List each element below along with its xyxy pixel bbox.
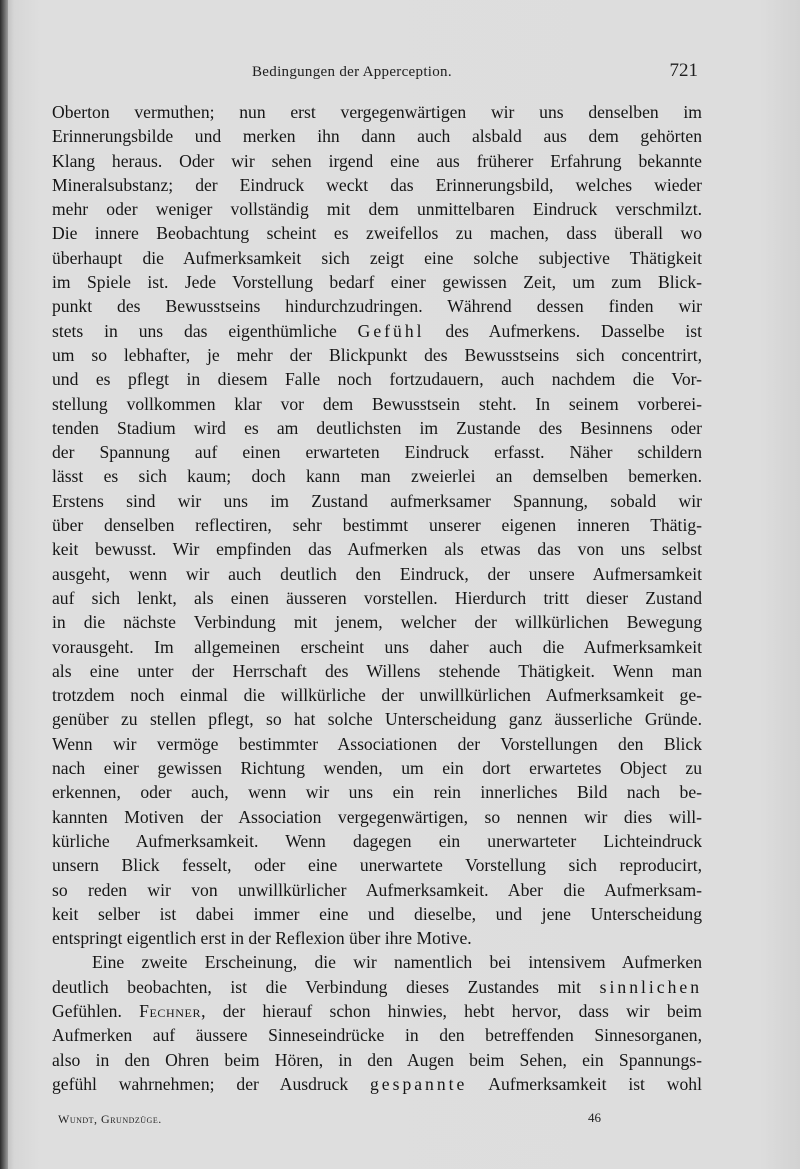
line-text-before: gefühl wahrnehmen; der Ausdruck [52, 1073, 370, 1094]
text-line: Eine zweite Erscheinung, die wir namentlich bei intensivem Aufmerken [92, 952, 702, 973]
text-line: Die innere Beobachtung scheint es zweifellos zu machen, dass überall wo [52, 223, 702, 244]
text-line: nach einer gewissen Richtung wenden, um ein dort erwartetes Object zu [52, 758, 702, 779]
text-line: kannten Motiven der Association vergegenwärtigen, so nennen wir dies will- [52, 806, 702, 827]
text-line [52, 1072, 702, 1096]
sheet-number: 46 [588, 1110, 601, 1125]
body-text [52, 100, 702, 1096]
text-line: genüber zu stellen pflegt, so hat solche Unterscheidung ganz äusserliche Gründe. [52, 709, 702, 730]
line-text-after: Aufmerksamkeit ist wohl [467, 1073, 702, 1094]
text-line: um so lebhafter, je mehr der Blickpunkt des Bewusstseins sich concentrirt, [52, 344, 702, 365]
text-line [52, 975, 702, 999]
text-line: Klang heraus. Oder wir sehen irgend eine aus früherer Erfahrung bekannte [52, 150, 702, 171]
page-header [52, 60, 702, 90]
text-line: Erinnerungsbilde und merken ihn dann auch alsbald aus dem gehörten [52, 126, 702, 147]
text-line: kürliche Aufmerksamkeit. Wenn dagegen ein unerwarteter Lichteindruck [52, 830, 702, 851]
text-line: punkt des Bewusstseins hindurchzudringen. Während dessen finden wir [52, 296, 702, 317]
text-line: also in den Ohren beim Hören, in den Augen beim Sehen, ein Spannungs- [52, 1049, 702, 1070]
emphasized-spaced-word: sinnlichen [599, 976, 702, 997]
text-line: der Spannung auf einen erwarteten Eindruck erfasst. Näher schildern [52, 442, 702, 463]
page-footer [58, 1110, 618, 1130]
text-line: über denselben reflectiren, sehr bestimmt unserer eigenen inneren Thätig- [52, 515, 702, 536]
line-text-before: stets in uns das eigenthümliche [52, 320, 358, 341]
running-title: Bedingungen der Apperception. [252, 64, 452, 80]
text-line: ausgeht, wenn wir auch deutlich den Eindruck, der unsere Aufmersamkeit [52, 563, 702, 584]
text-line: keit bewusst. Wir empfinden das Aufmerken als etwas das von uns selbst [52, 539, 702, 560]
line-text-before: deutlich beobachten, ist die Verbindung dieses Zustandes mit [52, 976, 600, 997]
text-line: unsern Blick fesselt, oder eine unerwartete Vorstellung sich reproducirt, [52, 855, 702, 876]
signature-mark: Wundt, Grundzüge. [58, 1112, 162, 1126]
text-line: erkennen, oder auch, wenn wir uns ein rein innerliches Bild nach be- [52, 782, 702, 803]
text-line: als eine unter der Herrschaft des Willens stehende Thätigkeit. Wenn man [52, 660, 702, 681]
text-line: überhaupt die Aufmerksamkeit sich zeigt eine solche subjective Thätigkeit [52, 247, 702, 268]
text-line: Wenn wir vermöge bestimmter Associationen der Vorstellungen den Blick [52, 733, 702, 754]
text-line: und es pflegt in diesem Falle noch fortzudauern, auch nachdem die Vor- [52, 369, 702, 390]
text-line: in die nächste Verbindung mit jenem, welcher der willkürlichen Bewegung [52, 612, 702, 633]
text-line: Aufmerken auf äussere Sinneseindrücke in den betreffenden Sinnesorganen, [52, 1025, 702, 1046]
line-text-before: Gefühlen. [52, 1000, 140, 1021]
author-name-smallcaps: Fechner [139, 1000, 202, 1021]
text-line: entspringt eigentlich erst in der Reflexion über ihre Motive. [52, 928, 472, 949]
text-line [52, 319, 702, 343]
text-line: Erstens sind wir uns im Zustand aufmerksamer Spannung, sobald wir [52, 490, 702, 511]
text-line: stellung vollkommen klar vor dem Bewusstsein steht. In seinem vorberei- [52, 393, 702, 414]
text-line [52, 999, 702, 1023]
text-line: mehr oder weniger vollständig mit dem unmittelbaren Eindruck verschmilzt. [52, 199, 702, 220]
text-line: im Spiele ist. Jede Vorstellung bedarf einer gewissen Zeit, um zum Blick- [52, 272, 702, 293]
line-text-after: , der hierauf schon hinwies, hebt hervor, dass wir beim [201, 1000, 702, 1021]
text-line: Oberton vermuthen; nun erst vergegenwärtigen wir uns denselben im [52, 102, 702, 122]
text-line: vorausgeht. Im allgemeinen erscheint uns daher auch die Aufmerksamkeit [52, 636, 702, 657]
line-text-after: des Aufmerkens. Dasselbe ist [424, 320, 702, 341]
text-line: auf sich lenkt, als einen äusseren vorstellen. Hierdurch tritt dieser Zustand [52, 587, 702, 608]
text-line: tenden Stadium wird es am deutlichsten im Zustande des Besinnens oder [52, 417, 702, 438]
text-line: trotzdem noch einmal die willkürliche der unwillkürlichen Aufmerksamkeit ge- [52, 685, 702, 706]
page-binding-edge [0, 0, 8, 1169]
emphasized-spaced-word: gespannte [370, 1073, 468, 1094]
text-line: so reden wir von unwillkürlicher Aufmerksamkeit. Aber die Aufmerksam- [52, 879, 702, 900]
emphasized-spaced-word: Gefühl [357, 320, 425, 341]
text-line: Mineralsubstanz; der Eindruck weckt das Erinnerungsbild, welches wieder [52, 174, 702, 195]
page-number: 721 [669, 60, 698, 81]
text-line: keit selber ist dabei immer eine und dieselbe, und jene Unterscheidung [52, 903, 702, 924]
text-line: lässt es sich kaum; doch kann man zweierlei an demselben bemerken. [52, 466, 702, 487]
